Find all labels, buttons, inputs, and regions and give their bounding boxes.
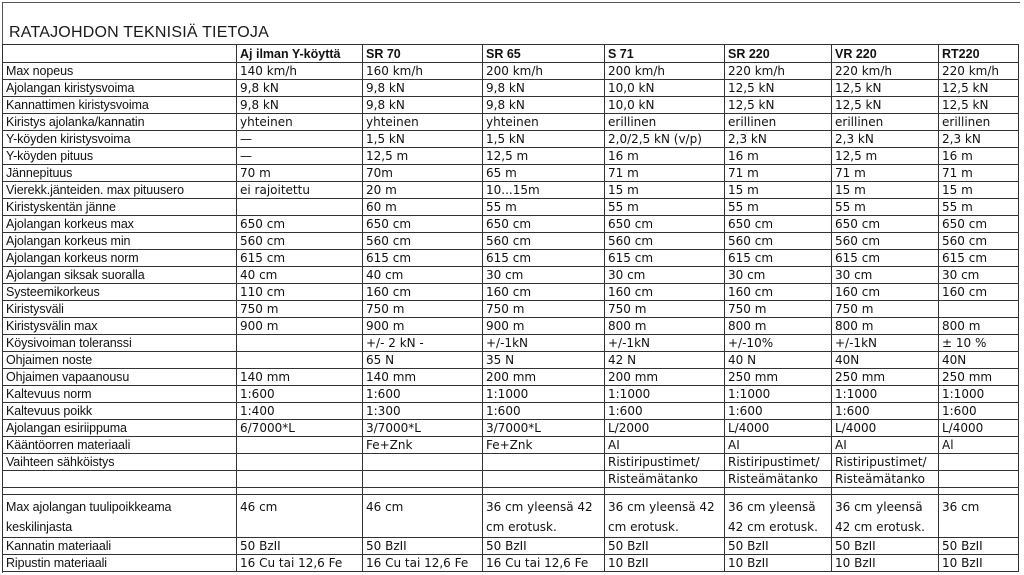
table-row — [3, 148, 1019, 165]
table-cell: 12,5 m — [832, 148, 939, 165]
table-cell: 650 cm — [832, 216, 939, 233]
table-cell: 15 m — [832, 182, 939, 199]
table-cell: 55 m — [483, 199, 605, 216]
column-header: VR 220 — [832, 45, 939, 63]
table-cell: 650 cm — [939, 216, 1019, 233]
table-cell: 55 m — [605, 199, 725, 216]
column-header: SR 70 — [363, 45, 483, 63]
table-cell: yhteinen — [483, 114, 605, 131]
table-row — [3, 335, 1019, 352]
column-header: S 71 — [605, 45, 725, 63]
table-cell — [237, 488, 363, 495]
table-cell: 160 cm — [605, 284, 725, 301]
table-row — [3, 216, 1019, 233]
table-cell: 1:1000 — [939, 386, 1019, 403]
table-cell: 16 Cu tai 12,6 Fe — [483, 555, 605, 572]
table-row — [3, 63, 1019, 80]
table-cell: 6/7000*L — [237, 420, 363, 437]
table-cell: 71 m — [832, 165, 939, 182]
table-cell: 40 N — [725, 352, 832, 369]
table-cell: L/4000 — [725, 420, 832, 437]
table-cell: yhteinen — [363, 114, 483, 131]
table-cell: Risteämätanko — [832, 471, 939, 488]
table-cell: 30 cm — [605, 267, 725, 284]
table-row — [3, 555, 1019, 572]
table-cell: 50 BzII — [237, 538, 363, 555]
table-cell: 71 m — [605, 165, 725, 182]
table-cell: 160 cm — [832, 284, 939, 301]
table-cell: 200 km/h — [605, 63, 725, 80]
table-cell: 800 m — [725, 318, 832, 335]
row-label: Kannattimen kiristysvoima — [3, 97, 237, 114]
table-cell: 65 m — [483, 165, 605, 182]
row-label: Ohjaimen noste — [3, 352, 237, 369]
row-label: Y-köyden pituus — [3, 148, 237, 165]
table-cell: ei rajoitettu — [237, 182, 363, 199]
table-cell: 650 cm — [363, 216, 483, 233]
table-cell: 16 Cu tai 12,6 Fe — [237, 555, 363, 572]
table-cell: Fe+Znk — [363, 437, 483, 454]
table-cell — [363, 488, 483, 495]
table-cell: 16 m — [939, 148, 1019, 165]
table-cell: 1,5 kN — [363, 131, 483, 148]
table-cell: 9,8 kN — [483, 97, 605, 114]
table-row — [3, 131, 1019, 148]
table-cell — [939, 454, 1019, 471]
table-cell: 10,0 kN — [605, 97, 725, 114]
table-cell: 50 BzII — [725, 538, 832, 555]
table-cell: 140 mm — [237, 369, 363, 386]
table-cell: 2,0/2,5 kN (v/p) — [605, 131, 725, 148]
row-label: Köysivoiman toleranssi — [3, 335, 237, 352]
table-cell: 250 mm — [725, 369, 832, 386]
table-cell: 160 cm — [939, 284, 1019, 301]
table-cell: erillinen — [605, 114, 725, 131]
table-cell: 36 cm yleensä 42 cm erotusk. — [832, 495, 939, 538]
column-header: SR 65 — [483, 45, 605, 63]
table-row — [3, 538, 1019, 555]
table-cell: 1:1000 — [605, 386, 725, 403]
table-cell: 2,3 kN — [939, 131, 1019, 148]
table-cell: 9,8 kN — [237, 97, 363, 114]
table-row — [3, 233, 1019, 250]
table-cell: 50 BzII — [939, 538, 1019, 555]
table-row — [3, 250, 1019, 267]
table-cell: 40 cm — [237, 267, 363, 284]
table-cell: 2,3 kN — [832, 131, 939, 148]
table-cell: 10 BzII — [605, 555, 725, 572]
table-cell: 55 m — [725, 199, 832, 216]
table-cell: 50 BzII — [832, 538, 939, 555]
technical-data-table — [2, 44, 1019, 572]
row-label — [3, 488, 237, 495]
table-cell: 250 mm — [832, 369, 939, 386]
row-label: Kiristysvälin max — [3, 318, 237, 335]
column-header: RT220 — [939, 45, 1019, 63]
table-cell: 560 cm — [237, 233, 363, 250]
table-cell: 2,3 kN — [725, 131, 832, 148]
table-cell: 55 m — [832, 199, 939, 216]
table-cell: 560 cm — [725, 233, 832, 250]
column-header — [3, 45, 237, 63]
table-cell: 16 m — [725, 148, 832, 165]
table-cell: 40N — [832, 352, 939, 369]
table-cell: 200 km/h — [483, 63, 605, 80]
row-label: Systeemikorkeus — [3, 284, 237, 301]
table-cell: 35 N — [483, 352, 605, 369]
table-cell: 560 cm — [939, 233, 1019, 250]
table-cell: 30 cm — [725, 267, 832, 284]
table-cell: 1:600 — [939, 403, 1019, 420]
table-cell: 615 cm — [483, 250, 605, 267]
table-row — [3, 318, 1019, 335]
table-cell: 560 cm — [832, 233, 939, 250]
table-cell: 30 cm — [832, 267, 939, 284]
table-cell: 1:1000 — [483, 386, 605, 403]
table-cell: 12,5 kN — [725, 97, 832, 114]
row-label: Ohjaimen vapaanousu — [3, 369, 237, 386]
table-cell: 650 cm — [483, 216, 605, 233]
table-cell: 1:1000 — [832, 386, 939, 403]
row-label: Kannatin materiaali — [3, 538, 237, 555]
table-cell: 615 cm — [832, 250, 939, 267]
table-cell: 110 cm — [237, 284, 363, 301]
table-cell: 750 m — [483, 301, 605, 318]
table-cell: 615 cm — [363, 250, 483, 267]
table-row — [3, 488, 1019, 495]
table-cell: L/4000 — [832, 420, 939, 437]
table-cell: 1:1000 — [725, 386, 832, 403]
table-cell: 750 m — [363, 301, 483, 318]
table-cell: 16 Cu tai 12,6 Fe — [363, 555, 483, 572]
table-cell: 12,5 kN — [939, 80, 1019, 97]
table-cell: 900 m — [237, 318, 363, 335]
table-cell: 65 N — [363, 352, 483, 369]
table-cell: 60 m — [363, 199, 483, 216]
table-cell: 650 cm — [725, 216, 832, 233]
table-cell: +/-1kN — [832, 335, 939, 352]
table-cell — [237, 437, 363, 454]
table-cell: 12,5 m — [483, 148, 605, 165]
table-cell: AI — [605, 437, 725, 454]
page-title: RATAJOHDON TEKNISIÄ TIETOJA — [9, 24, 269, 41]
column-header: SR 220 — [725, 45, 832, 63]
table-cell: 70m — [363, 165, 483, 182]
table-cell: 10...15m — [483, 182, 605, 199]
table-cell: 560 cm — [363, 233, 483, 250]
table-cell: AI — [725, 437, 832, 454]
row-label: Kääntöorren materiaali — [3, 437, 237, 454]
row-label: Kiristys ajolanka/kannatin — [3, 114, 237, 131]
table-row — [3, 165, 1019, 182]
table-row — [3, 114, 1019, 131]
table-cell: 140 km/h — [237, 63, 363, 80]
table-cell: 750 m — [605, 301, 725, 318]
table-cell: 12,5 kN — [939, 97, 1019, 114]
table-cell — [237, 199, 363, 216]
table-cell: 900 m — [483, 318, 605, 335]
table-cell: 800 m — [605, 318, 725, 335]
table-cell: 560 cm — [605, 233, 725, 250]
table-cell: 40N — [939, 352, 1019, 369]
table-cell: 3/7000*L — [363, 420, 483, 437]
table-cell: 1:600 — [363, 386, 483, 403]
table-cell: 750 m — [237, 301, 363, 318]
table-cell — [605, 488, 725, 495]
table-cell: 71 m — [939, 165, 1019, 182]
table-cell: 15 m — [725, 182, 832, 199]
row-label: Ajolangan siksak suoralla — [3, 267, 237, 284]
table-cell: Ristiripustimet/ — [832, 454, 939, 471]
table-cell — [363, 471, 483, 488]
table-cell: 1:600 — [483, 403, 605, 420]
row-label — [3, 471, 237, 488]
table-cell: AI — [832, 437, 939, 454]
table-cell: 1:600 — [832, 403, 939, 420]
row-label: Vaihteen sähköistys — [3, 454, 237, 471]
table-cell: 15 m — [605, 182, 725, 199]
table-row — [3, 199, 1019, 216]
table-cell: 140 mm — [363, 369, 483, 386]
table-row — [3, 352, 1019, 369]
table-cell: 15 m — [939, 182, 1019, 199]
table-cell: 12,5 m — [363, 148, 483, 165]
table-row — [3, 369, 1019, 386]
table-cell: 615 cm — [605, 250, 725, 267]
table-row — [3, 80, 1019, 97]
table-cell: 200 mm — [605, 369, 725, 386]
table-row — [3, 284, 1019, 301]
table-body — [3, 63, 1019, 572]
table-cell: 16 m — [605, 148, 725, 165]
table-cell — [725, 488, 832, 495]
row-label: Ajolangan korkeus norm — [3, 250, 237, 267]
table-cell: 560 cm — [483, 233, 605, 250]
table-cell: 12,5 kN — [725, 80, 832, 97]
table-cell: Ristiripustimet/ — [725, 454, 832, 471]
table-cell: 50 BzII — [605, 538, 725, 555]
table-cell: 9,8 kN — [363, 80, 483, 97]
table-cell: L/2000 — [605, 420, 725, 437]
table-cell — [237, 335, 363, 352]
row-label: Kaltevuus poikk — [3, 403, 237, 420]
table-cell: erillinen — [725, 114, 832, 131]
table-cell: 750 m — [832, 301, 939, 318]
table-cell: 71 m — [725, 165, 832, 182]
table-cell: 1,5 kN — [483, 131, 605, 148]
table-cell: 220 km/h — [725, 63, 832, 80]
table-cell: 12,5 kN — [832, 97, 939, 114]
row-label: Y-köyden kiristysvoima — [3, 131, 237, 148]
table-cell: 10 BzII — [832, 555, 939, 572]
row-label: Ajolangan korkeus min — [3, 233, 237, 250]
table-cell: 800 m — [939, 318, 1019, 335]
table-cell: 10,0 kN — [605, 80, 725, 97]
table-cell: 250 mm — [939, 369, 1019, 386]
row-label: Vierekk.jänteiden. max pituusero — [3, 182, 237, 199]
table-cell: +/-1kN — [483, 335, 605, 352]
table-cell: yhteinen — [237, 114, 363, 131]
table-cell: 46 cm — [237, 495, 363, 538]
table-cell: 615 cm — [725, 250, 832, 267]
table-cell: 46 cm — [363, 495, 483, 538]
table-cell — [939, 301, 1019, 318]
table-cell: Risteämätanko — [725, 471, 832, 488]
table-row — [3, 471, 1019, 488]
table-cell: 9,8 kN — [483, 80, 605, 97]
table-cell: 36 cm yleensä 42 cm erotusk. — [725, 495, 832, 538]
table-cell: 160 cm — [363, 284, 483, 301]
row-label: Kiristyskentän jänne — [3, 199, 237, 216]
table-cell — [832, 488, 939, 495]
table-row — [3, 182, 1019, 199]
table-cell: 200 mm — [483, 369, 605, 386]
table-cell: 36 cm yleensä 42 cm erotusk. — [605, 495, 725, 538]
table-cell: +/-10% — [725, 335, 832, 352]
table-cell: ± 10 % — [939, 335, 1019, 352]
table-cell: 20 m — [363, 182, 483, 199]
row-label: Ripustin materiaali — [3, 555, 237, 572]
table-row — [3, 437, 1019, 454]
table-cell: 9,8 kN — [363, 97, 483, 114]
row-label: Max nopeus — [3, 63, 237, 80]
table-cell: 750 m — [725, 301, 832, 318]
table-cell: 50 BzII — [363, 538, 483, 555]
table-cell: 1:400 — [237, 403, 363, 420]
table-cell: 30 cm — [483, 267, 605, 284]
header-row — [3, 45, 1019, 63]
table-cell: 10 BzII — [725, 555, 832, 572]
table-cell: 650 cm — [605, 216, 725, 233]
row-label: Jännepituus — [3, 165, 237, 182]
table-cell: 50 BzII — [483, 538, 605, 555]
table-row — [3, 454, 1019, 471]
table-cell: 160 cm — [483, 284, 605, 301]
table-cell: 1:600 — [725, 403, 832, 420]
table-row — [3, 301, 1019, 318]
table-cell — [939, 488, 1019, 495]
table-cell — [939, 471, 1019, 488]
table-cell: 1:300 — [363, 403, 483, 420]
table-cell: 36 cm yleensä 42 cm erotusk. — [483, 495, 605, 538]
table-cell: 615 cm — [939, 250, 1019, 267]
table-cell — [483, 454, 605, 471]
table-row — [3, 403, 1019, 420]
table-cell: Fe+Znk — [483, 437, 605, 454]
table-cell: 160 cm — [725, 284, 832, 301]
table-cell: +/-1kN — [605, 335, 725, 352]
row-label: Ajolangan esiriippuma — [3, 420, 237, 437]
table-cell: 12,5 kN — [832, 80, 939, 97]
table-cell: — — [237, 148, 363, 165]
table-cell: Al — [939, 437, 1019, 454]
row-label: Ajolangan korkeus max — [3, 216, 237, 233]
table-row — [3, 386, 1019, 403]
table-cell: 1:600 — [237, 386, 363, 403]
table-cell: 36 cm — [939, 495, 1019, 538]
table-cell — [237, 352, 363, 369]
table-cell: 650 cm — [237, 216, 363, 233]
table-cell — [483, 488, 605, 495]
table-cell: 615 cm — [237, 250, 363, 267]
table-cell — [237, 471, 363, 488]
table-cell: 70 m — [237, 165, 363, 182]
table-cell: 3/7000*L — [483, 420, 605, 437]
table-row — [3, 97, 1019, 114]
table-cell: L/4000 — [939, 420, 1019, 437]
table-cell: 160 km/h — [363, 63, 483, 80]
table-cell: 220 km/h — [939, 63, 1019, 80]
table-cell: 55 m — [939, 199, 1019, 216]
table-row — [3, 495, 1019, 538]
table-cell: 900 m — [363, 318, 483, 335]
table-cell: 42 N — [605, 352, 725, 369]
table-row — [3, 420, 1019, 437]
row-label: Max ajolangan tuulipoikkeama keskilinjasta — [3, 495, 237, 538]
table-row — [3, 267, 1019, 284]
table-cell: — — [237, 131, 363, 148]
column-header: Aj ilman Y-köyttä — [237, 45, 363, 63]
table-cell: 220 km/h — [832, 63, 939, 80]
table-cell: Ristiripustimet/ — [605, 454, 725, 471]
table-cell — [363, 454, 483, 471]
row-label: Kaltevuus norm — [3, 386, 237, 403]
table-cell — [237, 454, 363, 471]
table-cell: erillinen — [832, 114, 939, 131]
row-label: Ajolangan kiristysvoima — [3, 80, 237, 97]
row-label: Kiristysväli — [3, 301, 237, 318]
table-cell: 1:600 — [605, 403, 725, 420]
table-header — [3, 45, 1019, 63]
table-cell: +/- 2 kN - — [363, 335, 483, 352]
table-cell: 800 m — [832, 318, 939, 335]
table-cell — [483, 471, 605, 488]
table-cell: Risteämätanko — [605, 471, 725, 488]
table-cell: 10 BzII — [939, 555, 1019, 572]
table-cell: erillinen — [939, 114, 1019, 131]
table-cell: 9,8 kN — [237, 80, 363, 97]
table-cell: 40 cm — [363, 267, 483, 284]
table-cell: 30 cm — [939, 267, 1019, 284]
